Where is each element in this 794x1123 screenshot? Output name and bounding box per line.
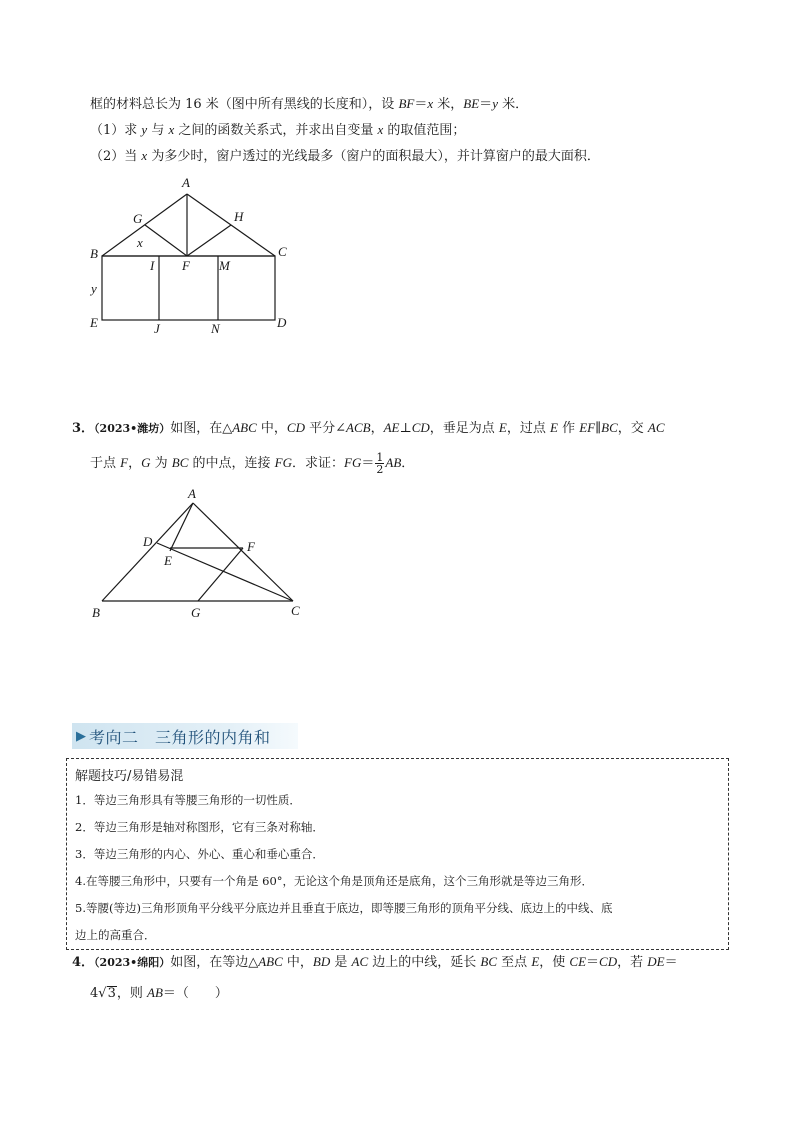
problem-number: 4． bbox=[72, 955, 95, 970]
text: 为多少时，窗户透过的光线最多（窗户的面积最大），并计算窗户的最大面积． bbox=[147, 149, 600, 164]
text: 中， bbox=[256, 421, 287, 436]
text: ，使 bbox=[539, 955, 570, 970]
text: ＝ bbox=[479, 97, 493, 112]
text: 中， bbox=[282, 955, 313, 970]
fraction-numerator: 1 bbox=[376, 451, 384, 464]
var: E bbox=[531, 954, 540, 969]
sqrt-sign: √ bbox=[98, 986, 107, 1001]
text: 的中点，连接 bbox=[188, 456, 275, 471]
label-f: F bbox=[247, 539, 255, 554]
var-x: x bbox=[377, 122, 384, 137]
text: 是 bbox=[330, 955, 352, 970]
text: 为 bbox=[150, 456, 172, 471]
label-j: J bbox=[154, 321, 160, 336]
label-a: A bbox=[188, 486, 196, 501]
text: 与 bbox=[147, 123, 169, 138]
var: CE bbox=[569, 954, 587, 969]
label-c: C bbox=[291, 603, 300, 618]
label-y: y bbox=[91, 281, 97, 296]
coefficient: 4 bbox=[90, 986, 99, 1001]
text: 至点 bbox=[497, 955, 532, 970]
label-e: E bbox=[164, 553, 172, 568]
text: 米， bbox=[433, 97, 464, 112]
text: ，过点 bbox=[506, 421, 551, 436]
text: ，交 bbox=[617, 421, 648, 436]
var: G bbox=[141, 455, 151, 470]
var: BC bbox=[480, 954, 498, 969]
var: AE bbox=[383, 420, 400, 435]
var: CD bbox=[286, 420, 305, 435]
tip-item: 2．等边三角形是轴对称图形，它有三条对称轴． bbox=[75, 820, 324, 834]
label-g: G bbox=[191, 605, 201, 620]
label-f: F bbox=[182, 258, 190, 273]
label-a: A bbox=[182, 175, 190, 190]
var-x: x bbox=[168, 122, 175, 137]
problem-number: 3． bbox=[72, 421, 95, 436]
line-fg bbox=[198, 548, 243, 601]
text: 于点 bbox=[90, 456, 121, 471]
var: CD bbox=[599, 954, 618, 969]
var-bf: BF bbox=[398, 96, 415, 111]
text: ⊥ bbox=[399, 421, 412, 436]
var: AB bbox=[385, 455, 402, 470]
var: FG bbox=[344, 455, 362, 470]
var: E bbox=[550, 420, 558, 435]
text: 框的材料总长为 16 米（图中所有黑线的长度和），设 bbox=[90, 97, 399, 112]
radicand: 3 bbox=[107, 986, 116, 1001]
text: 边上的中线，延长 bbox=[368, 955, 481, 970]
text: 平分∠ bbox=[304, 421, 347, 436]
text: （1）求 bbox=[90, 123, 142, 138]
text: △ bbox=[222, 421, 233, 436]
var: E bbox=[498, 420, 507, 435]
label-n: N bbox=[211, 321, 220, 336]
var-y: y bbox=[141, 122, 148, 137]
fraction-denominator: 2 bbox=[376, 463, 384, 476]
line-ac bbox=[193, 503, 293, 601]
var: F bbox=[120, 455, 129, 470]
tip-item: 1．等边三角形具有等腰三角形的一切性质． bbox=[75, 793, 301, 807]
label-g: G bbox=[133, 211, 143, 226]
var: BD bbox=[312, 954, 331, 969]
text: ，若 bbox=[617, 955, 648, 970]
label-c: C bbox=[278, 244, 287, 259]
label-x: x bbox=[137, 235, 143, 250]
label-e: E bbox=[90, 315, 98, 330]
var: BC bbox=[601, 420, 618, 435]
line-ae bbox=[170, 503, 193, 551]
tips-box bbox=[66, 758, 729, 950]
text: ＝ bbox=[664, 955, 678, 970]
tips-title: 解题技巧/易错易混 bbox=[75, 769, 184, 784]
tip-item: 边上的高重合． bbox=[75, 928, 156, 942]
text: 米． bbox=[497, 97, 529, 112]
tip-item: 5.等腰(等边)三角形顶角平分线平分底边并且垂直于底边，即等腰三角形的顶角平分线、底边上的中线、底 bbox=[75, 901, 613, 915]
section-header bbox=[72, 723, 298, 749]
var-y: y bbox=[492, 96, 498, 111]
var: DE bbox=[647, 954, 665, 969]
section-title: 考向二 三角形的内角和 bbox=[89, 727, 271, 747]
text: ．求证： bbox=[292, 456, 345, 471]
problem-source: （2023•潍坊） bbox=[94, 422, 171, 435]
var: ABC bbox=[258, 954, 283, 969]
play-arrow-icon: ▶ bbox=[76, 728, 86, 744]
text: 之间的函数关系式，并求出自变量 bbox=[174, 123, 378, 138]
var: EF bbox=[579, 420, 596, 435]
var: CD bbox=[411, 420, 430, 435]
problem-source: （2023•绵阳） bbox=[94, 956, 171, 969]
var: AC bbox=[351, 954, 369, 969]
text: （2）当 bbox=[90, 149, 142, 164]
label-b: B bbox=[90, 246, 98, 261]
text: ∥ bbox=[595, 421, 602, 436]
var: AC bbox=[647, 420, 665, 435]
problem4-statement-line-2 bbox=[90, 984, 228, 1003]
text: ，则 bbox=[116, 986, 147, 1001]
var: FG bbox=[274, 455, 292, 470]
text: 如图，在等边 bbox=[170, 955, 249, 970]
text: 作 bbox=[557, 421, 580, 436]
var: AB bbox=[147, 985, 163, 1000]
text: ＝ bbox=[414, 97, 428, 112]
problem4-statement-line-1 bbox=[72, 953, 678, 972]
var: BC bbox=[171, 455, 189, 470]
label-d: D bbox=[143, 534, 153, 549]
text: ． bbox=[401, 456, 415, 471]
label-d: D bbox=[277, 315, 287, 330]
text: ， bbox=[370, 421, 384, 436]
var: ABC bbox=[232, 420, 257, 435]
label-b: B bbox=[92, 605, 100, 620]
text: ，垂足为点 bbox=[429, 421, 499, 436]
var: ACB bbox=[346, 420, 371, 435]
var-x: x bbox=[141, 148, 148, 163]
text: △ bbox=[248, 955, 259, 970]
tip-item: 4.在等腰三角形中，只要有一个角是 60°，无论这个角是顶角还是底角，这个三角形就是等边三角形． bbox=[75, 874, 594, 888]
text: ， bbox=[128, 456, 142, 471]
label-i: I bbox=[150, 258, 155, 273]
text: ＝ bbox=[361, 456, 375, 471]
label-h: H bbox=[234, 209, 244, 224]
var-be: BE bbox=[463, 96, 480, 111]
line-cd bbox=[157, 543, 293, 601]
text: 的取值范围； bbox=[383, 123, 466, 138]
text: ＝（ ） bbox=[162, 986, 228, 1001]
tip-item: 3．等边三角形的内心、外心、重心和垂心重合． bbox=[75, 847, 324, 861]
var-x: x bbox=[427, 96, 434, 111]
label-m: M bbox=[219, 258, 230, 273]
text: 如图，在 bbox=[170, 421, 223, 436]
text: ＝ bbox=[586, 955, 600, 970]
